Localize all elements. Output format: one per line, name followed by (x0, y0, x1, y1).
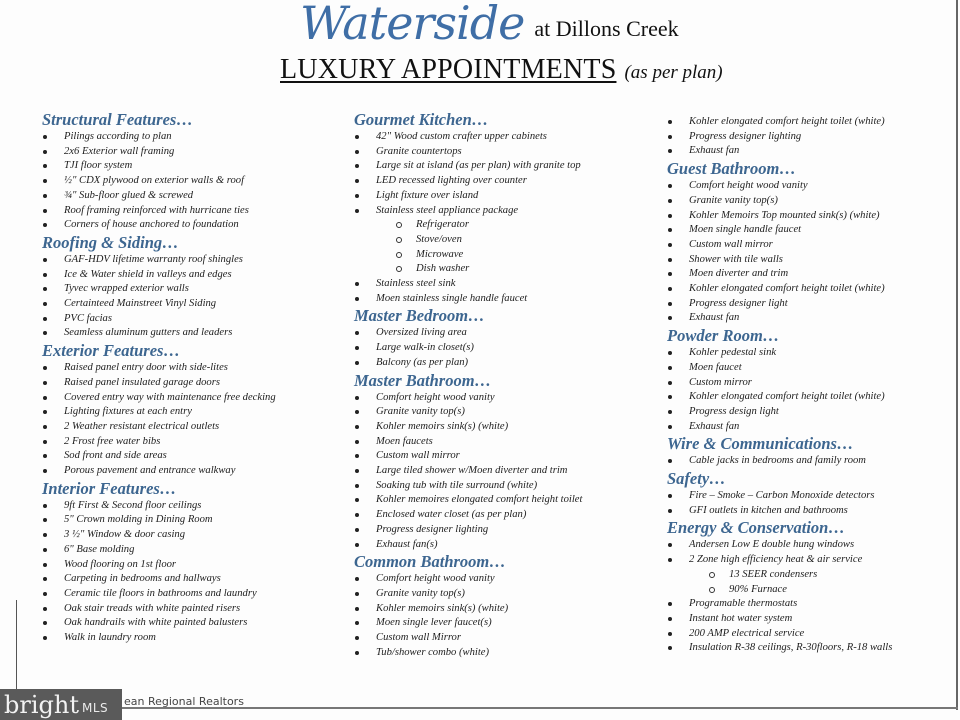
list-item: Kohler elongated comfort height toilet (white) (667, 282, 952, 297)
list-item: Moen stainless single handle faucet (354, 292, 659, 307)
section-heading: Common Bathroom… (354, 552, 506, 572)
list-item: 6" Base molding (42, 543, 342, 558)
feature-section (42, 233, 342, 341)
section-heading: Energy & Conservation… (667, 518, 845, 538)
feature-list (42, 361, 342, 479)
list-item: 2 Zone high efficiency heat & air service (667, 553, 952, 568)
bright-mls-badge (0, 689, 122, 720)
list-item: Soaking tub with tile surround (white) (354, 479, 659, 494)
feature-list (667, 179, 952, 326)
list-item: Stainless steel sink (354, 277, 659, 292)
list-item: Kohler pedestal sink (667, 346, 952, 361)
feature-section (354, 306, 659, 370)
footer-attribution: ean Regional Realtors (124, 695, 244, 708)
list-item: Ceramic tile floors in bathrooms and laundry (42, 587, 342, 602)
list-item: ½" CDX plywood on exterior walls & roof (42, 174, 342, 189)
list-item: LED recessed lighting over counter (354, 174, 659, 189)
list-item: Granite vanity top(s) (354, 587, 659, 602)
list-item: Seamless aluminum gutters and leaders (42, 326, 342, 341)
section-heading: Master Bathroom… (354, 370, 492, 390)
list-item: Corners of house anchored to foundation (42, 218, 342, 233)
list-item: Kohler memoirs sink(s) (white) (354, 602, 659, 617)
section-heading: Roofing & Siding… (42, 232, 179, 252)
feature-section (42, 110, 342, 233)
list-item: 3 ½" Window & door casing (42, 528, 342, 543)
list-item: Moen diverter and trim (667, 267, 952, 282)
list-item: Fire – Smoke – Carbon Monoxide detectors (667, 489, 952, 504)
list-item: Ice & Water shield in valleys and edges (42, 268, 342, 283)
list-item: Exhaust fan(s) (354, 538, 659, 553)
list-item: Custom wall mirror (667, 238, 952, 253)
list-item: Walk in laundry room (42, 631, 342, 646)
list-item: Pilings according to plan (42, 130, 342, 145)
feature-section (667, 518, 952, 656)
list-item: Progress designer lighting (667, 130, 952, 145)
feature-list (42, 499, 342, 646)
section-heading: Exterior Features… (42, 341, 180, 361)
list-item: Moen single lever faucet(s) (354, 616, 659, 631)
sub-list-item: Refrigerator (354, 218, 659, 233)
list-item: Oak handrails with white painted balusters (42, 616, 342, 631)
list-item: Enclosed water closet (as per plan) (354, 508, 659, 523)
list-item: Progress designer light (667, 297, 952, 312)
section-heading: Powder Room… (667, 326, 780, 346)
sub-list-item: Microwave (354, 248, 659, 263)
list-item: GFI outlets in kitchen and bathrooms (667, 504, 952, 519)
list-item: Stainless steel appliance package (354, 204, 659, 219)
list-item: Custom wall Mirror (354, 631, 659, 646)
feature-section (354, 371, 659, 553)
list-item: Tyvec wrapped exterior walls (42, 282, 342, 297)
bright-logo: bright (4, 690, 79, 719)
column-3 (667, 115, 952, 656)
list-item: Moen faucets (354, 435, 659, 450)
list-item: Large walk-in closet(s) (354, 341, 659, 356)
list-item: Progress designer lighting (354, 523, 659, 538)
list-item: Light fixture over island (354, 189, 659, 204)
list-item: Instant hot water system (667, 612, 952, 627)
list-item: Granite countertops (354, 145, 659, 160)
feature-section (667, 469, 952, 518)
section-heading: Wire & Communications… (667, 434, 854, 454)
list-item: 2 Frost free water bibs (42, 435, 342, 450)
list-item: Comfort height wood vanity (354, 391, 659, 406)
feature-list (667, 489, 952, 518)
list-item: Programable thermostats (667, 597, 952, 612)
feature-section (667, 326, 952, 434)
list-item: 9ft First & Second floor ceilings (42, 499, 342, 514)
list-item: Andersen Low E double hung windows (667, 538, 952, 553)
feature-section (667, 159, 952, 326)
list-item: Granite vanity top(s) (354, 405, 659, 420)
list-item: 200 AMP electrical service (667, 627, 952, 642)
list-item: Moen single handle faucet (667, 223, 952, 238)
list-item: Sod front and side areas (42, 449, 342, 464)
document-border-right (956, 0, 958, 710)
section-heading: Guest Bathroom… (667, 159, 796, 179)
logo-subtitle: at Dillons Creek (534, 16, 679, 41)
list-item: Moen faucet (667, 361, 952, 376)
list-item: Certainteed Mainstreet Vinyl Siding (42, 297, 342, 312)
list-item: Kohler memoires elongated comfort height toilet (354, 493, 659, 508)
list-item: Custom wall mirror (354, 449, 659, 464)
list-item: Balcony (as per plan) (354, 356, 659, 371)
list-item: Oak stair treads with white painted risers (42, 602, 342, 617)
section-heading: Structural Features… (42, 110, 193, 129)
sub-list-item: Dish washer (354, 262, 659, 277)
list-item: Roof framing reinforced with hurricane ties (42, 204, 342, 219)
feature-section (42, 479, 342, 646)
column-2 (354, 110, 659, 661)
list-item: 2 Weather resistant electrical outlets (42, 420, 342, 435)
list-item: Kohler elongated comfort height toilet (white) (667, 390, 952, 405)
column-1 (42, 110, 342, 646)
sub-list-item: 90% Furnace (667, 583, 952, 598)
section-heading: Master Bedroom… (354, 306, 485, 326)
mls-label: MLS (81, 701, 109, 715)
feature-list (354, 130, 659, 306)
list-item: TJI floor system (42, 159, 342, 174)
feature-list (354, 326, 659, 370)
feature-list (354, 391, 659, 553)
brand-header (300, 0, 679, 50)
list-item: ¾" Sub-floor glued & screwed (42, 189, 342, 204)
list-item: Custom mirror (667, 376, 952, 391)
list-item: Wood flooring on 1st floor (42, 558, 342, 573)
feature-list (667, 346, 952, 434)
waterside-logo: Waterside (300, 0, 525, 50)
list-item: Shower with tile walls (667, 253, 952, 268)
feature-list (354, 572, 659, 660)
list-item: Kohler Memoirs Top mounted sink(s) (white) (667, 209, 952, 224)
list-item: Lighting fixtures at each entry (42, 405, 342, 420)
list-item: Progress design light (667, 405, 952, 420)
list-item: Tub/shower combo (white) (354, 646, 659, 661)
sub-list-item: 13 SEER condensers (667, 568, 952, 583)
list-item: Granite vanity top(s) (667, 194, 952, 209)
list-item: 2x6 Exterior wall framing (42, 145, 342, 160)
list-item: GAF-HDV lifetime warranty roof shingles (42, 253, 342, 268)
list-item: Comfort height wood vanity (354, 572, 659, 587)
section-heading: Interior Features… (42, 478, 177, 498)
list-item: Comfort height wood vanity (667, 179, 952, 194)
list-item: PVC facias (42, 312, 342, 327)
feature-section (42, 341, 342, 479)
list-item: 42" Wood custom crafter upper cabinets (354, 130, 659, 145)
document-title (280, 54, 723, 86)
list-item: Exhaust fan (667, 311, 952, 326)
list-item: Cable jacks in bedrooms and family room (667, 454, 952, 469)
sub-list-item: Stove/oven (354, 233, 659, 248)
list-item: Exhaust fan (667, 420, 952, 435)
list-item: Covered entry way with maintenance free decking (42, 391, 342, 406)
list-item: Carpeting in bedrooms and hallways (42, 572, 342, 587)
feature-list (667, 454, 952, 469)
list-item: Raised panel entry door with side-lites (42, 361, 342, 376)
list-item: Raised panel insulated garage doors (42, 376, 342, 391)
feature-section (667, 115, 952, 159)
feature-section (354, 110, 659, 306)
list-item: Insulation R-38 ceilings, R-30floors, R-18 walls (667, 641, 952, 656)
list-item: Large sit at island (as per plan) with granite top (354, 159, 659, 174)
list-item: Oversized living area (354, 326, 659, 341)
feature-list (42, 253, 342, 341)
page-title: LUXURY APPOINTMENTS (280, 54, 617, 85)
feature-section (354, 552, 659, 660)
feature-list (42, 130, 342, 233)
feature-list (667, 115, 952, 159)
list-item: 5" Crown molding in Dining Room (42, 513, 342, 528)
list-item: Porous pavement and entrance walkway (42, 464, 342, 479)
list-item: Kohler elongated comfort height toilet (white) (667, 115, 952, 130)
feature-list (667, 538, 952, 656)
list-item: Kohler memoirs sink(s) (white) (354, 420, 659, 435)
feature-section (667, 434, 952, 469)
section-heading: Safety… (667, 469, 726, 489)
list-item: Large tiled shower w/Moen diverter and trim (354, 464, 659, 479)
list-item: Exhaust fan (667, 144, 952, 159)
title-note: (as per plan) (624, 62, 723, 83)
section-heading: Gourmet Kitchen… (354, 110, 489, 129)
